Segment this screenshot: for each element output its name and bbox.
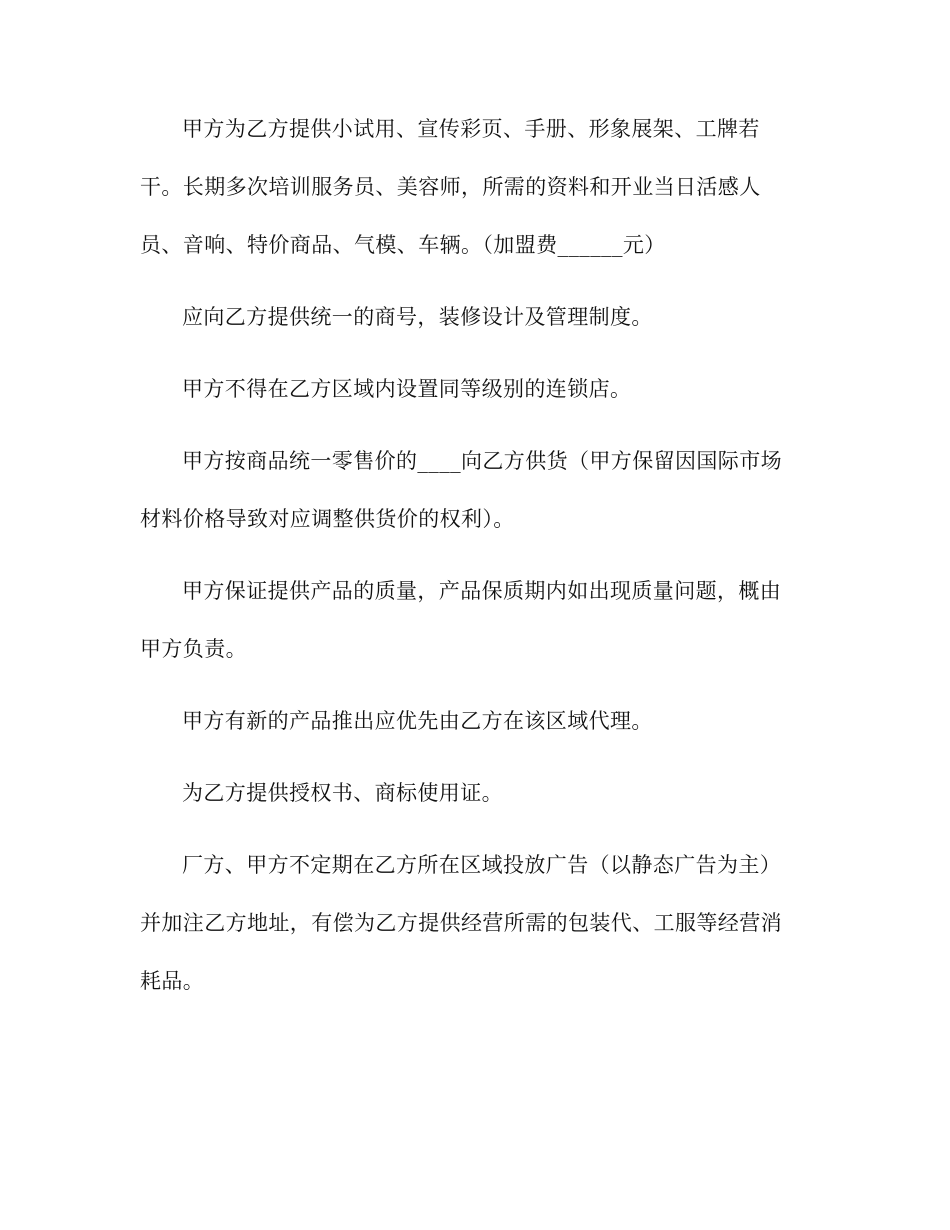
paragraph-trial-materials: 甲方为乙方提供小试用、宣传彩页、手册、形象展架、工牌若干。长期多次培训服务员、美容师，所需的资料和开业当日活感人员、音响、特价商品、气模、车辆。（加盟费______元） <box>140 117 761 257</box>
paragraph-new-product-agency: 甲方有新的产品推出应优先由乙方在该区域代理。 <box>182 709 653 733</box>
paragraph-authorization: 为乙方提供授权书、商标使用证。 <box>182 781 503 805</box>
document-body <box>140 100 800 1024</box>
paragraph-no-competing-store: 甲方不得在乙方区域内设置同等级别的连锁店。 <box>182 377 632 401</box>
paragraph-supply-price: 甲方按商品统一零售价的____向乙方供货（甲方保留因国际市场材料价格导致对应调整供货价的权利）。 <box>140 449 782 531</box>
paragraph-trade-name: 应向乙方提供统一的商号，装修设计及管理制度。 <box>182 305 653 329</box>
paragraph-quality-guarantee: 甲方保证提供产品的质量，产品保质期内如出现质量问题，概由甲方负责。 <box>140 579 782 661</box>
paragraph-advertising: 厂方、甲方不定期在乙方所在区域投放广告（以静态广告为主）并加注乙方地址，有偿为乙方提供经营所需的包装代、工服等经营消耗品。 <box>140 853 782 993</box>
